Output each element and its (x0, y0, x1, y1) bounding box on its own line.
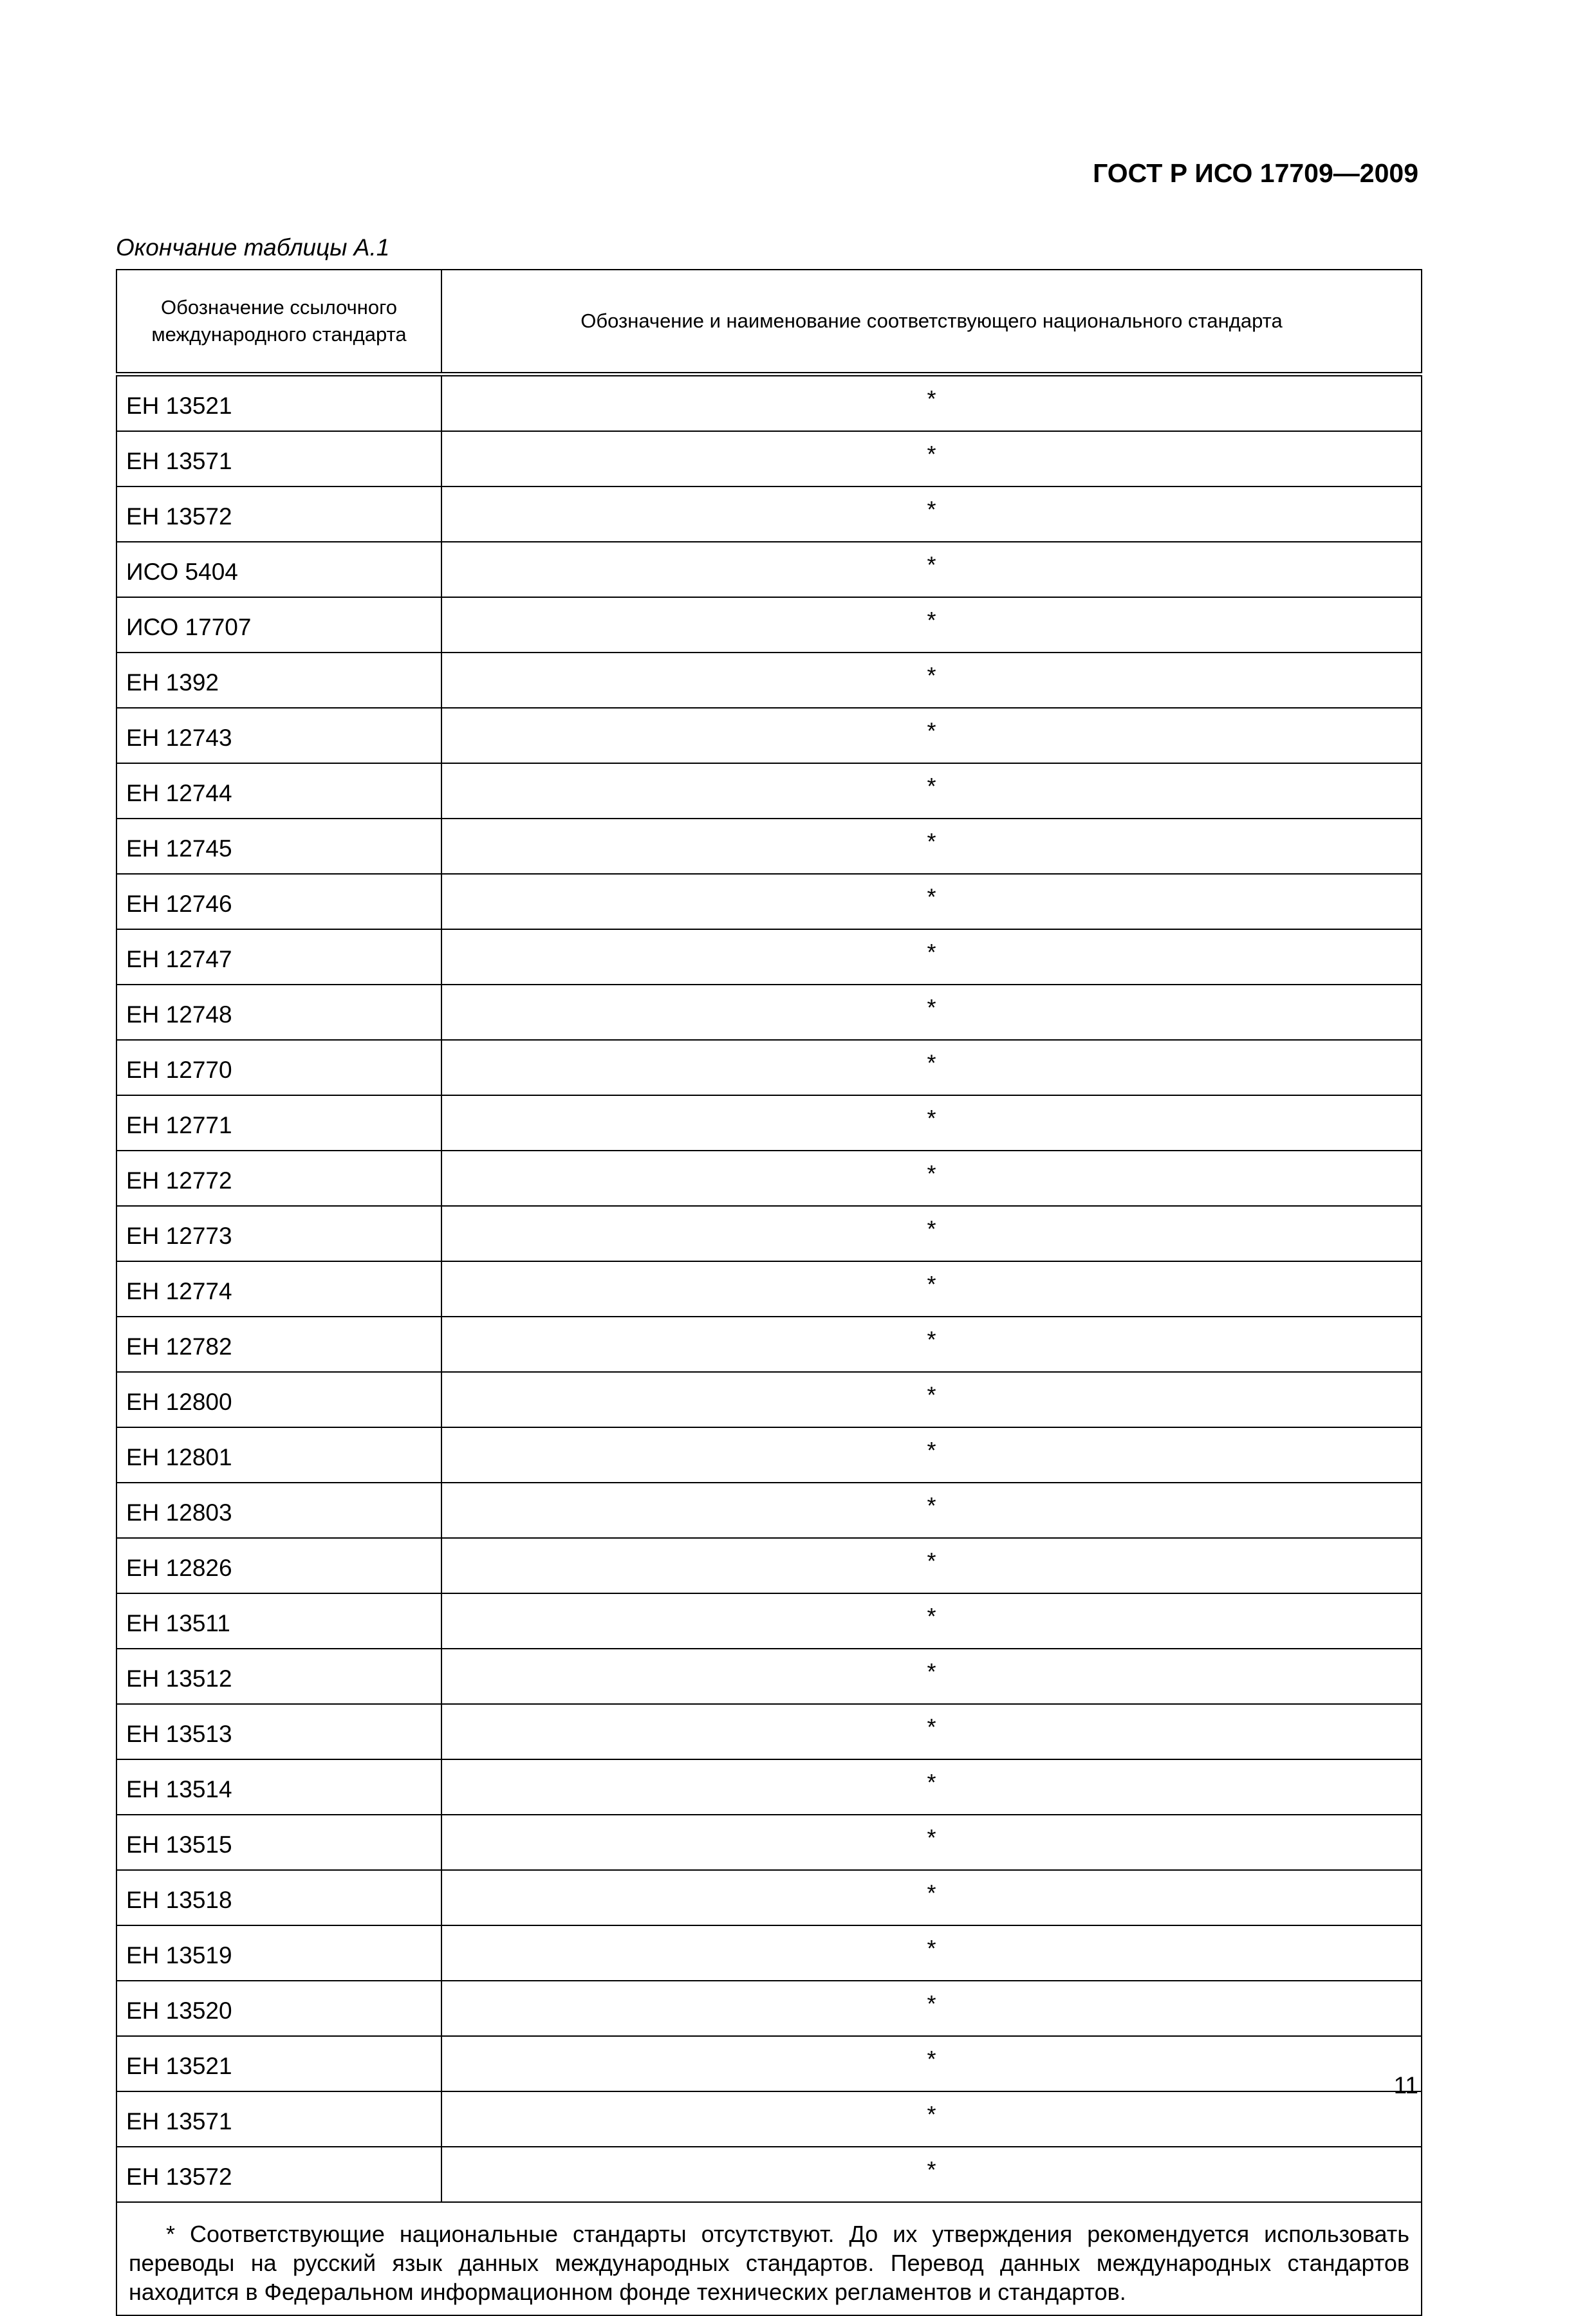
international-standard-code: ЕН 12772 (116, 1151, 441, 1206)
table-row (116, 1206, 1422, 1261)
international-standard-code: ЕН 12801 (116, 1427, 441, 1483)
national-standard-mark: * (441, 1206, 1422, 1261)
national-standard-mark: * (441, 1427, 1422, 1483)
table-row (116, 2036, 1422, 2091)
table-row (116, 597, 1422, 653)
national-standard-mark: * (441, 1538, 1422, 1593)
national-standard-mark: * (441, 1870, 1422, 1925)
international-standard-code: ЕН 12774 (116, 1261, 441, 1317)
national-standard-mark: * (441, 1593, 1422, 1649)
table-row (116, 1538, 1422, 1593)
international-standard-code: ЕН 12782 (116, 1317, 441, 1372)
international-standard-code: ЕН 12771 (116, 1095, 441, 1151)
international-standard-code: ЕН 12748 (116, 985, 441, 1040)
national-standard-mark: * (441, 653, 1422, 708)
table-footnote-row (116, 2202, 1422, 2315)
national-standard-mark: * (441, 1040, 1422, 1095)
page-number: 11 (1393, 2072, 1418, 2098)
international-standard-code: ИСО 17707 (116, 597, 441, 653)
table-row (116, 1704, 1422, 1759)
table-row (116, 708, 1422, 763)
international-standard-code: ЕН 13511 (116, 1593, 441, 1649)
national-standard-mark: * (441, 874, 1422, 929)
international-standard-code: ЕН 13571 (116, 2091, 441, 2147)
international-standard-code: ЕН 13521 (116, 2036, 441, 2091)
table-row (116, 1815, 1422, 1870)
table-row (116, 1151, 1422, 1206)
national-standard-mark: * (441, 985, 1422, 1040)
international-standard-code: ЕН 1392 (116, 653, 441, 708)
national-standard-mark: * (441, 819, 1422, 874)
national-standard-mark: * (441, 1095, 1422, 1151)
table-row (116, 1925, 1422, 1981)
table-row (116, 874, 1422, 929)
national-standard-mark: * (441, 1317, 1422, 1372)
international-standard-code: ЕН 13520 (116, 1981, 441, 2036)
table-row (116, 1759, 1422, 1815)
table-row (116, 1483, 1422, 1538)
international-standard-code: ЕН 12800 (116, 1372, 441, 1427)
national-standard-mark: * (441, 1151, 1422, 1206)
table-row (116, 2091, 1422, 2147)
table-row (116, 542, 1422, 597)
international-standard-code: ЕН 13514 (116, 1759, 441, 1815)
national-standard-mark: * (441, 929, 1422, 985)
international-standard-code: ИСО 5404 (116, 542, 441, 597)
national-standard-mark: * (441, 1372, 1422, 1427)
table-row (116, 985, 1422, 1040)
international-standard-code: ЕН 13512 (116, 1649, 441, 1704)
international-standard-code: ЕН 13572 (116, 2147, 441, 2202)
national-standard-mark: * (441, 1649, 1422, 1704)
table-header-row (116, 270, 1422, 375)
international-standard-code: ЕН 13518 (116, 1870, 441, 1925)
international-standard-code: ЕН 12747 (116, 929, 441, 985)
table-row (116, 2147, 1422, 2202)
document-code: ГОСТ Р ИСО 17709—2009 (1093, 158, 1418, 188)
international-standard-code: ЕН 13515 (116, 1815, 441, 1870)
national-standard-mark: * (441, 1925, 1422, 1981)
international-standard-code: ЕН 13521 (116, 375, 441, 432)
national-standard-mark: * (441, 1981, 1422, 2036)
international-standard-code: ЕН 12770 (116, 1040, 441, 1095)
national-standard-mark: * (441, 486, 1422, 542)
table-row (116, 1040, 1422, 1095)
international-standard-code: ЕН 12744 (116, 763, 441, 819)
international-standard-code: ЕН 12826 (116, 1538, 441, 1593)
table-row (116, 1095, 1422, 1151)
international-standard-code: ЕН 12773 (116, 1206, 441, 1261)
international-standard-code: ЕН 12746 (116, 874, 441, 929)
national-standard-mark: * (441, 375, 1422, 432)
national-standard-mark: * (441, 708, 1422, 763)
international-standard-code: ЕН 13513 (116, 1704, 441, 1759)
table-row (116, 1649, 1422, 1704)
national-standard-mark: * (441, 597, 1422, 653)
table-body (116, 375, 1422, 2203)
national-standard-mark: * (441, 431, 1422, 486)
table-row (116, 431, 1422, 486)
table-row (116, 1317, 1422, 1372)
international-standard-code: ЕН 12803 (116, 1483, 441, 1538)
international-standard-code: ЕН 13572 (116, 486, 441, 542)
table-row (116, 1593, 1422, 1649)
table-row (116, 653, 1422, 708)
national-standard-mark: * (441, 1704, 1422, 1759)
national-standard-mark: * (441, 2091, 1422, 2147)
reference-standards-table (116, 269, 1422, 2316)
international-standard-code: ЕН 12745 (116, 819, 441, 874)
international-standard-code: ЕН 12743 (116, 708, 441, 763)
international-standard-code: ЕН 13571 (116, 431, 441, 486)
national-standard-mark: * (441, 2036, 1422, 2091)
table-row (116, 1372, 1422, 1427)
national-standard-mark: * (441, 2147, 1422, 2202)
table-row (116, 1261, 1422, 1317)
table-row (116, 763, 1422, 819)
column-header-international-standard: Обозначение ссылочного международного стандарта (116, 270, 441, 375)
national-standard-mark: * (441, 1483, 1422, 1538)
international-standard-code: ЕН 13519 (116, 1925, 441, 1981)
table-row (116, 929, 1422, 985)
national-standard-mark: * (441, 1759, 1422, 1815)
table-row (116, 1427, 1422, 1483)
table-footnote: * Соответствующие национальные стандарты отсутствуют. До их утверждения рекомендуется использовать переводы на русский язык данных международных стандартов. Перевод данных международных стандартов находится в Федеральном информационном фонде технических регламентов и стандартов. (116, 2202, 1422, 2315)
national-standard-mark: * (441, 763, 1422, 819)
table-row (116, 486, 1422, 542)
table-row (116, 1981, 1422, 2036)
national-standard-mark: * (441, 1261, 1422, 1317)
table-row (116, 375, 1422, 432)
column-header-national-standard: Обозначение и наименование соответствующего национального стандарта (441, 270, 1422, 375)
table-row (116, 819, 1422, 874)
table-row (116, 1870, 1422, 1925)
national-standard-mark: * (441, 542, 1422, 597)
national-standard-mark: * (441, 1815, 1422, 1870)
table-caption: Окончание таблицы А.1 (116, 234, 390, 261)
